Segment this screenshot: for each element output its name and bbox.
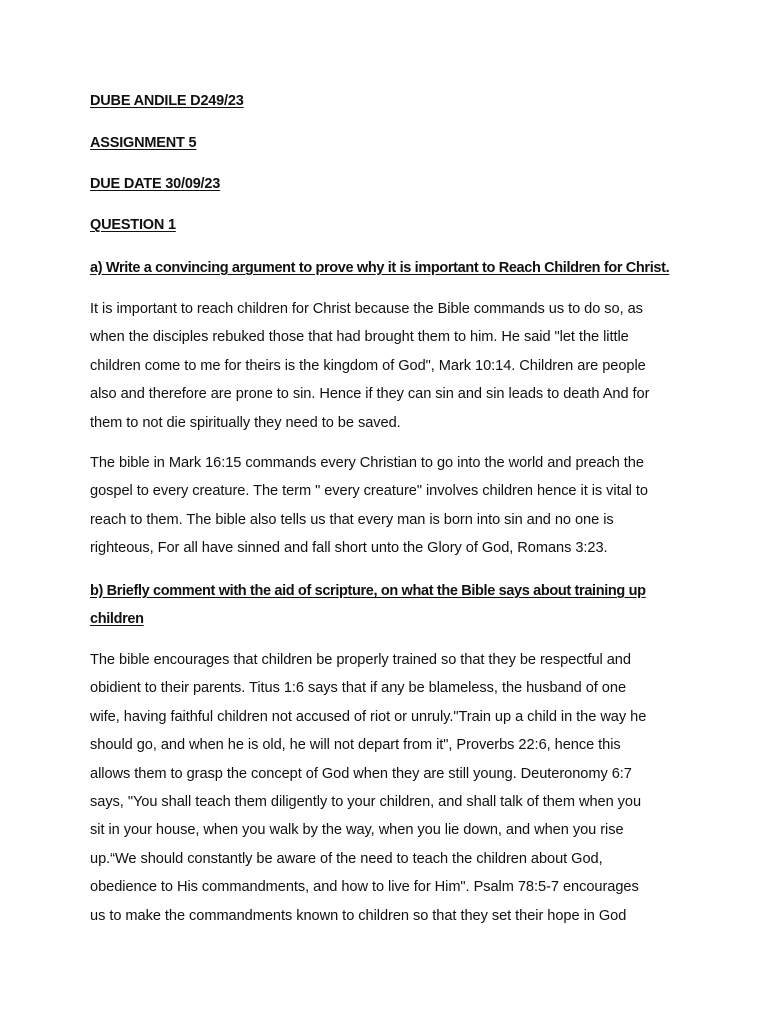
assignment-title: ASSIGNMENT 5	[90, 135, 197, 151]
text-line: reach to them. The bible also tells us that every man is born into sin and no one is	[90, 511, 614, 528]
text-line: sit in your house, when you walk by the way, when you lie down, and when you rise	[90, 822, 624, 839]
text-line: says, "You shall teach them diligently to your children, and shall talk of them when you	[90, 794, 642, 811]
text-line: when the disciples rebuked those that had brought them to him. He said "let the little	[90, 329, 629, 346]
text-line: them to not die spiritually they need to be saved.	[90, 414, 401, 431]
text-line: wife, having faithful children not accused of riot or unruly."Train up a child in the way he	[90, 708, 647, 725]
section-b-paragraph-1	[90, 646, 680, 930]
text-line: obedience to His commandments, and how to live for Him". Psalm 78:5-7 encourages	[90, 879, 639, 896]
section-a-paragraph-2	[90, 449, 680, 563]
student-name-id: DUBE ANDILE D249/23	[90, 93, 244, 109]
section-a-title: a) Write a convincing argument to prove why it is important to Reach Children for Christ.	[90, 260, 670, 276]
text-line: us to make the commandments known to children so that they set their hope in God	[90, 907, 627, 924]
due-date: DUE DATE 30/09/23	[90, 176, 221, 192]
question-heading: QUESTION 1	[90, 217, 176, 233]
text-line: children come to me for theirs is the kingdom of God", Mark 10:14. Children are people	[90, 357, 646, 374]
section-a-paragraph-1	[90, 295, 680, 437]
text-line: It is important to reach children for Christ because the Bible commands us to do so, as	[90, 301, 643, 317]
section-b-title-line-1: b) Briefly comment with the aid of scripture, on what the Bible says about training up	[90, 583, 646, 599]
text-line: allows them to grasp the concept of God when they are still young. Deuteronomy 6:7	[90, 765, 632, 782]
text-line: righteous, For all have sinned and fall short unto the Glory of God, Romans 3:23.	[90, 540, 608, 557]
text-line: The bible encourages that children be properly trained so that they be respectful and	[90, 652, 631, 668]
text-line: The bible in Mark 16:15 commands every Christian to go into the world and preach the	[90, 455, 644, 471]
text-line: gospel to every creature. The term " every creature" involves children hence it is vital to	[90, 483, 648, 500]
text-line: up.“We should constantly be aware of the need to teach the children about God,	[90, 850, 603, 867]
text-line: obidient to their parents. Titus 1:6 says that if any be blameless, the husband of one	[90, 680, 627, 697]
section-b-title-line-2: children	[90, 611, 144, 627]
text-line: should go, and when he is old, he will not depart from it", Proverbs 22:6, hence this	[90, 737, 621, 754]
text-line: also and therefore are prone to sin. Hence if they can sin and sin leads to death And for	[90, 386, 650, 403]
section-b-title	[90, 577, 680, 633]
